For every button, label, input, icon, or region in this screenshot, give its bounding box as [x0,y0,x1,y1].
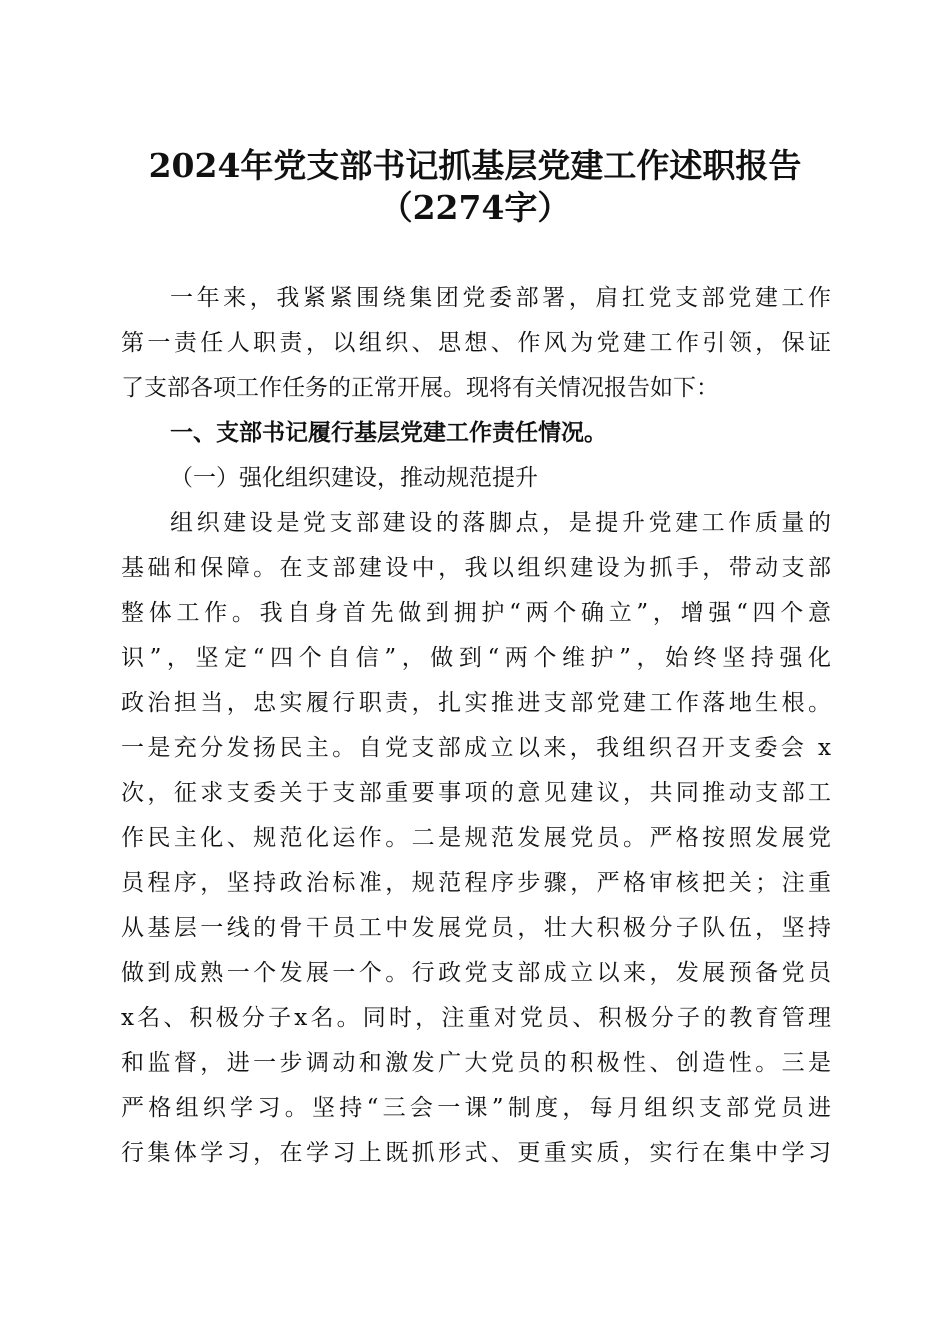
body-line: 政治担当，忠实履行职责，扎实推进支部党建工作落地生根。 [121,690,831,716]
body-line: 整体工作。我自身首先做到拥护“两个确立”，增强“四个意 [121,600,831,626]
body-line: 识”，坚定“四个自信”，做到“两个维护”，始终坚持强化 [121,645,831,671]
section-heading: 一、支部书记履行基层党建工作责任情况。 [170,420,607,446]
body-line: 基础和保障。在支部建设中，我以组织建设为抓手，带动支部 [121,555,831,581]
subsection-heading: （一）强化组织建设，推动规范提升 [170,465,538,491]
intro-line: 第一责任人职责，以组织、思想、作风为党建工作引领，保证 [121,330,831,356]
document-title-wordcount: （2274字） [379,188,571,227]
body-line: 做到成熟一个发展一个。行政党支部成立以来，发展预备党员 [121,960,831,986]
body-line: x名、积极分子x名。同时，注重对党员、积极分子的教育管理 [121,1005,831,1031]
body-line: 次，征求支委关于支部重要事项的意见建议，共同推动支部工 [121,780,831,806]
body-line: 组织建设是党支部建设的落脚点，是提升党建工作质量的 [170,510,831,536]
intro-line: 一年来，我紧紧围绕集团党委部署，肩扛党支部党建工作 [170,285,831,311]
body-line: 作民主化、规范化运作。二是规范发展党员。严格按照发展党 [121,825,831,851]
body-line: 行集体学习，在学习上既抓形式、更重实质，实行在集中学习 [121,1140,831,1166]
body-line: 一是充分发扬民主。自党支部成立以来，我组织召开支委会 x [121,735,831,761]
body-line: 和监督，进一步调动和激发广大党员的积极性、创造性。三是 [121,1050,831,1076]
document-title: 2024年党支部书记抓基层党建工作述职报告 [148,146,802,185]
body-line: 从基层一线的骨干员工中发展党员，壮大积极分子队伍，坚持 [121,915,831,941]
body-line: 员程序，坚持政治标准，规范程序步骤，严格审核把关；注重 [121,870,831,896]
body-line: 严格组织学习。坚持“三会一课”制度，每月组织支部党员进 [121,1095,831,1121]
intro-line: 了支部各项工作任务的正常开展。现将有关情况报告如下： [121,375,719,401]
